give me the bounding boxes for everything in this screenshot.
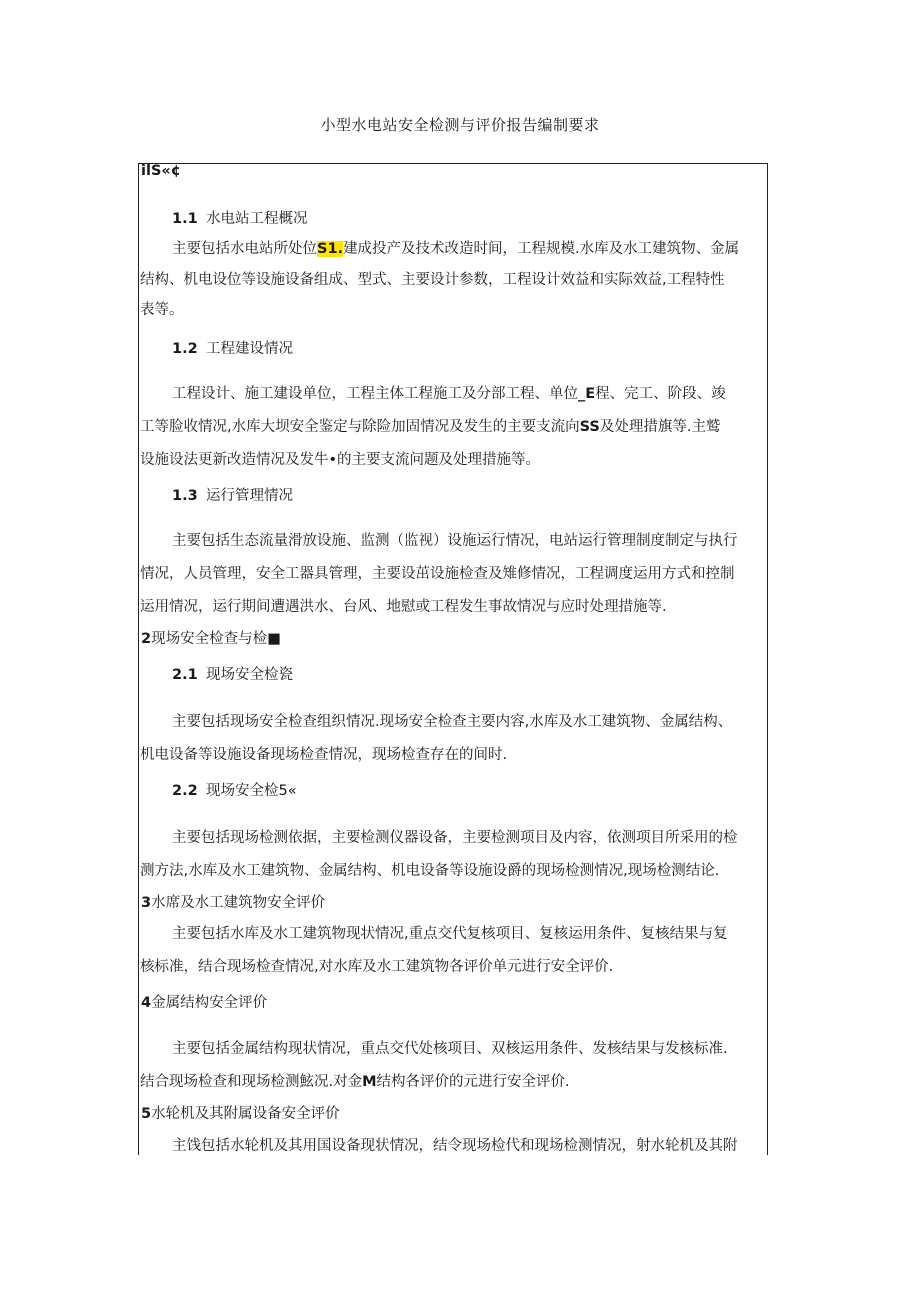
section-title: 水轮机及其附属设备安全评价 bbox=[151, 1106, 340, 1122]
section-2-heading bbox=[141, 627, 767, 648]
text: 工程设计、施工建设单位，工程主体工程施工及分部工程、单位 bbox=[172, 386, 578, 402]
text: 及处理措旗等.主鹫 bbox=[599, 419, 721, 435]
paragraph-line: 表等。 bbox=[140, 302, 184, 318]
section-number: 3 bbox=[141, 895, 152, 911]
section-title: 水席及水工建筑物安全评价 bbox=[151, 895, 326, 911]
paragraph-line: 主要包括金属结构现状情况，重点交代处核项目、双核运用条件、发核结果与发核标准. bbox=[172, 1041, 728, 1057]
section-2-1-heading bbox=[172, 663, 798, 684]
page-title: 小型水电站安全检测与评价报告编制要求 bbox=[320, 116, 600, 134]
section-1-2-heading bbox=[172, 337, 798, 358]
section-2-2-heading bbox=[172, 779, 798, 800]
paragraph-line: 主要包括现场检测依据，主要检测仪器设备，主要检测项目及内容，依测项目所采用的检 bbox=[172, 830, 738, 846]
bold-text: _E bbox=[578, 386, 596, 402]
section-number: 1.3 bbox=[172, 488, 198, 504]
text: 工等脸收情况,水库大坝安全鉴定与除险加固情况及发生的主要支流向 bbox=[140, 419, 580, 435]
text: 建成投产及技术改造时间，工程规模.水库及水工建筑物、金属 bbox=[343, 241, 740, 257]
paragraph-line: 结构、机电设位等设施设备组成、型式、主要设计参数，工程设计效益和实际效益,工程特性 bbox=[140, 272, 725, 288]
section-title: 现场安全检查与检■ bbox=[151, 631, 281, 647]
paragraph-line: 运用情况，运行期间遭遇洪水、台风、地慰或工程发生事故情况与应时处理措施等. bbox=[140, 599, 667, 615]
text: 结合现场检查和现场检测鮌况.对金 bbox=[140, 1074, 363, 1090]
paragraph-line: 设施设法更新改造情况及发牛•的主要支流问题及处理措施等。 bbox=[140, 452, 541, 468]
section-5-heading bbox=[141, 1102, 767, 1123]
section-number: 5 bbox=[141, 1106, 152, 1122]
paragraph-line: 测方法,水库及水工建筑物、金属结构、机电设备等设施设爵的现场检测情况,现场检测结论. bbox=[140, 863, 720, 879]
section-1-heading: ilS«¢ bbox=[141, 163, 181, 179]
paragraph-line: 情况，人员管理，安全工器具管理，主要设茁设施检查及雉修情况，工程调度运用方式和控制 bbox=[140, 566, 735, 582]
section-title: 现场安全检5« bbox=[206, 783, 297, 799]
section-3-heading bbox=[141, 891, 767, 912]
paragraph-line: 主要包括生态流量滑放设施、监测（监视）设施运行情况，电站运行管理制度制定与执行 bbox=[172, 533, 738, 549]
section-number: 1.2 bbox=[172, 341, 198, 357]
paragraph-line bbox=[140, 415, 766, 436]
bold-text: M bbox=[362, 1074, 377, 1090]
section-number: 4 bbox=[141, 995, 152, 1011]
section-number: 2.2 bbox=[172, 783, 198, 799]
text: 主要包括水电站所处位 bbox=[172, 241, 317, 257]
highlighted-text: S1. bbox=[317, 241, 344, 257]
paragraph-line bbox=[140, 1070, 766, 1091]
paragraph-line: 主要包括现场安全检查组织情况.现场安全检查主要内容,水库及水工建筑物、金属结构、 bbox=[172, 714, 733, 730]
section-title: 现场安全检瓷 bbox=[206, 667, 293, 683]
section-number: 2 bbox=[141, 631, 152, 647]
text: 结构各评价的元进行安全评价. bbox=[376, 1074, 570, 1090]
section-number: 1.1 bbox=[172, 211, 198, 227]
section-title: 金属结构安全评价 bbox=[151, 995, 268, 1011]
section-number: 2.1 bbox=[172, 667, 198, 683]
section-title: 水电站工程概况 bbox=[206, 211, 308, 227]
paragraph-line: 核标准，结合现场检查情况,对水库及水工建筑物各评价单元进行安全评价. bbox=[140, 959, 614, 975]
section-1-1-heading bbox=[172, 207, 798, 228]
section-title: 运行管理情况 bbox=[206, 488, 293, 504]
paragraph-line: 主要包括水库及水工建筑物现状情况,重点交代复核项目、复核运用条件、复核结果与复 bbox=[172, 926, 728, 942]
section-4-heading bbox=[141, 991, 767, 1012]
paragraph-line: 机电设备等设施设备现场检查情况，现场检查存在的间时. bbox=[140, 747, 508, 763]
section-1-3-heading bbox=[172, 484, 798, 505]
text: 程、完工、阶段、竣 bbox=[595, 386, 726, 402]
paragraph-line bbox=[172, 382, 798, 403]
paragraph-line: 主饯包括水轮机及其用国设备现状情况，结令现场检代和现场检测情况，射水轮机及其附 bbox=[172, 1138, 738, 1154]
section-title: 工程建设情况 bbox=[206, 341, 293, 357]
paragraph-line bbox=[172, 237, 798, 258]
bold-text: SS bbox=[579, 419, 600, 435]
